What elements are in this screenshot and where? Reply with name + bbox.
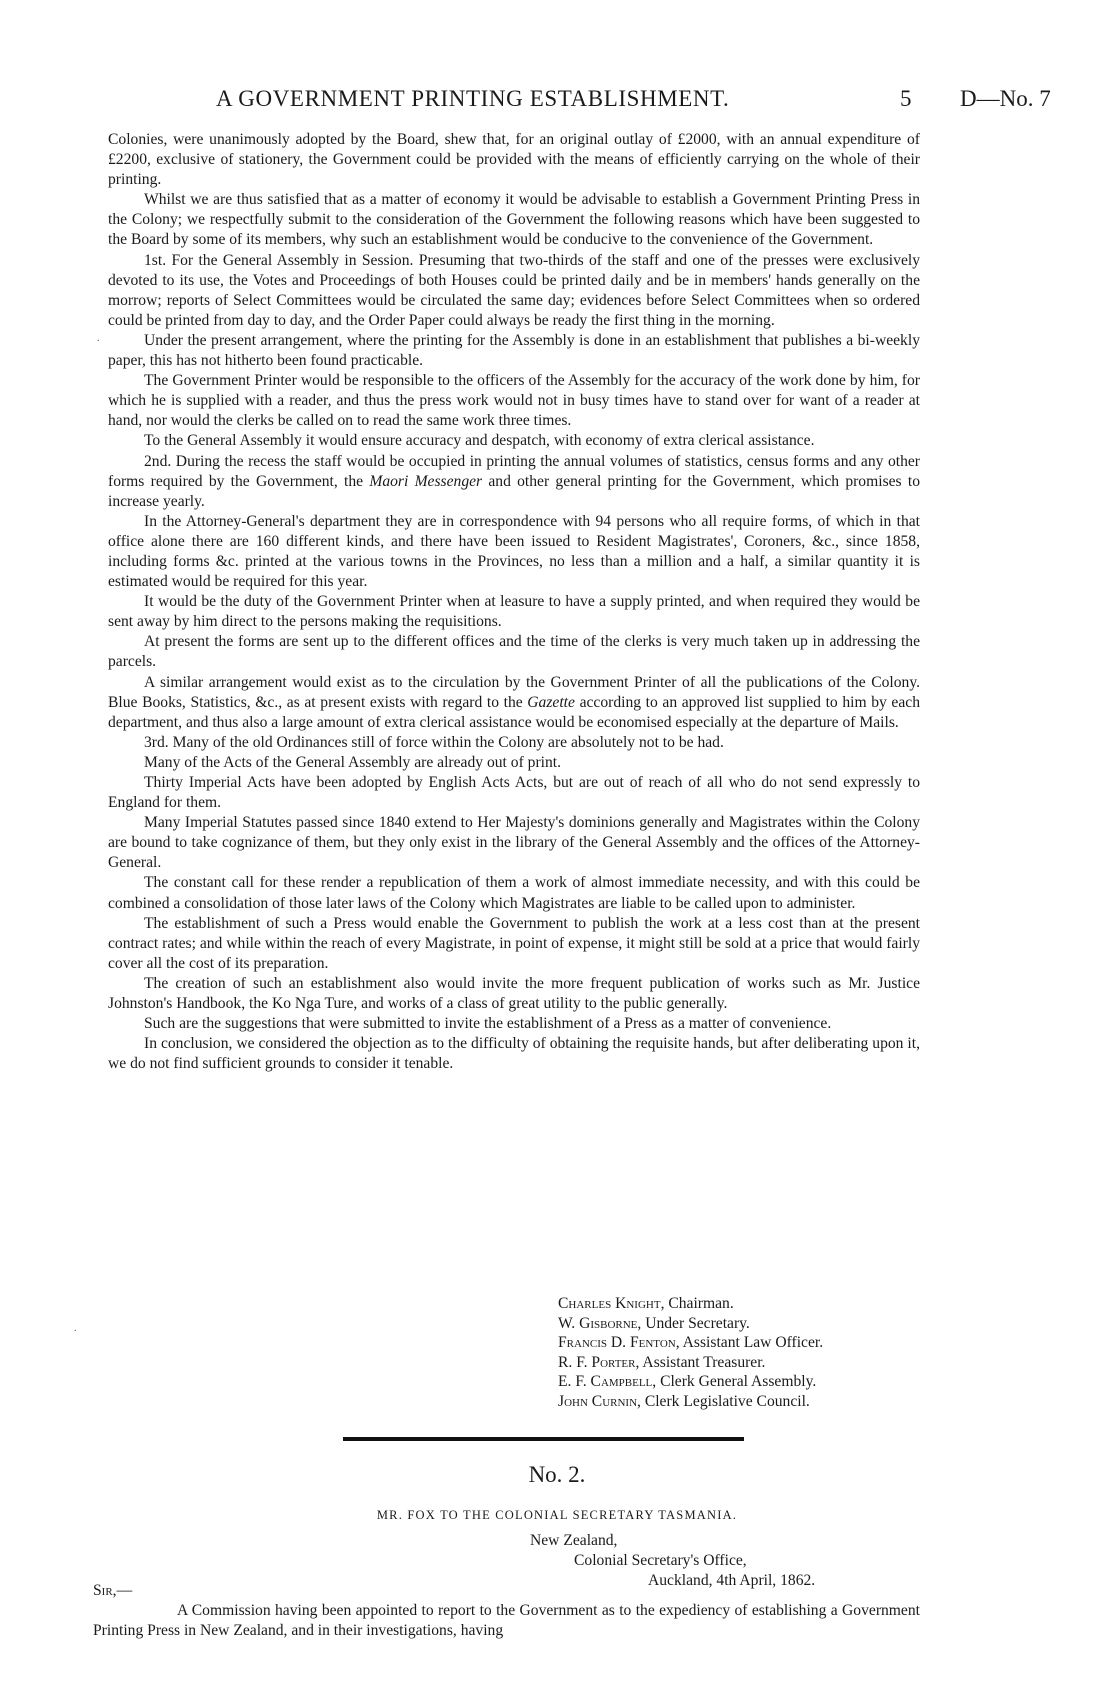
page-number: 5 (900, 86, 912, 111)
margin-mark: . (74, 1323, 77, 1334)
margin-mark: . (97, 333, 100, 344)
address-line: New Zealand, (530, 1532, 618, 1549)
signatory-name: Charles Knight (558, 1295, 661, 1312)
paragraph: At present the forms are sent up to the different offices and the time of the clerks is very much taken up in addressing the parcels. (108, 633, 920, 671)
paragraph-text: A similar arrangement would exist as to the circulation by the Government Printer of all the publications of the Colony. Blue Books, Statistics, &c., as at present exists with regard to the (108, 673, 920, 711)
signatory-role: , Assistant Law Officer. (675, 1334, 824, 1352)
paragraph: The establishment of such a Press would enable the Government to publish the work at a less cost than at the present contract rates; and while within the reach of every Magistrate, in point of expense, it might still be sold at a price that would fairly cover all the cost of its preparation. (108, 914, 920, 972)
paragraph: Colonies, were unanimously adopted by the Board, shew that, for an original outlay of £2000, with an annual expenditure of £2200, exclusive of stationery, the Government could be provided with the means of efficiently carrying on the whole of their printing. (108, 131, 920, 189)
paragraph: Whilst we are thus satisfied that as a matter of economy it would be advisable to establish a Government Printing Press in the Colony; we respectfully submit to the consideration of the Government the following reasons which have been suggested to the Board by some of its members, why such an establishment would be conducive to the convenience of the Government. (108, 191, 920, 249)
signatory (558, 1333, 823, 1353)
paragraph: A Commission having been appointed to report to the Government as to the expediency of establishing a Government Printing Press in New Zealand, and in their investigations, having (93, 1602, 920, 1640)
signatory-role: , Clerk General Assembly. (652, 1373, 817, 1391)
salutation: Sir,— (93, 1582, 133, 1599)
address-date-line: Auckland, 4th April, 1862. (648, 1572, 816, 1589)
signatory-role: , Chairman. (660, 1295, 734, 1312)
paragraph: 1st. For the General Assembly in Session. Presuming that two-thirds of the staff and one of the presses were exclusively devoted to its use, the Votes and Proceedings of both Houses could be printed daily and be in members' hands generally on the morrow; reports of Select Committees would be circulated the same day; evidences before Select Committees when so ordered could be printed from day to day, and the Order Paper could always be ready the first thing in the morning. (108, 251, 920, 329)
paragraph: In the Attorney-General's department they are in correspondence with 94 persons who all require forms, of which in that office alone there are 160 different kinds, and there have been issued to Resident Magistrates', Coroners, &c., since 1858, including forms &c. printed at the various towns in the Provinces, no less than a million and a half, a similar quantity it is estimated would be required for this year. (108, 512, 920, 591)
publication-title: Gazette (527, 693, 575, 711)
paragraph: Such are the suggestions that were submitted to invite the establishment of a Press as a matter of convenience. (144, 1015, 832, 1033)
paragraph: To the General Assembly it would ensure accuracy and despatch, with economy of extra clerical assistance. (144, 432, 815, 450)
enclosure-subtitle: MR. FOX TO THE COLONIAL SECRETARY TASMANIA. (376, 1508, 738, 1522)
letter-body (93, 1601, 920, 1641)
signatory-role: , Under Secretary. (637, 1314, 750, 1332)
signatory (558, 1353, 823, 1373)
section-divider (343, 1437, 744, 1441)
paragraph: It would be the duty of the Government Printer when at leasure to have a supply printed, and when required they would be sent away by him direct to the persons making the requisitions. (108, 593, 920, 631)
paragraph-text: according to an approved list supplied to him by each department, and thus also a large amount of extra clerical assistance would be economised especially at the departure of Mails. (108, 693, 920, 731)
signatory (558, 1314, 823, 1334)
signatory-name: John Curnin (558, 1392, 638, 1410)
signatory-name: R. F. Porter (558, 1353, 636, 1371)
paragraph: Many Imperial Statutes passed since 1840 extend to Her Majesty's dominions generally and Magistrates within the Colony are bound to take cognizance of them, but they only exist in the library of the General Assembly and the offices of the Attorney-General. (108, 814, 920, 872)
paragraph-text: 2nd. During the recess the staff would be occupied in printing the annual volumes of statistics, census forms and any other forms required by the Government, the (108, 452, 920, 490)
signatory-name: E. F. Campbell (558, 1373, 653, 1391)
paragraph-text: and other general printing for the Government, which promises to increase yearly. (108, 472, 920, 510)
signatory-role: , Assistant Treasurer. (635, 1353, 766, 1371)
running-title: A GOVERNMENT PRINTING ESTABLISHMENT. (216, 86, 730, 111)
page-header (0, 86, 1114, 116)
signatory-role: , Clerk Legislative Council. (637, 1392, 810, 1410)
paragraph (108, 452, 920, 512)
signatory (558, 1294, 823, 1314)
paragraph: Under the present arrangement, where the printing for the Assembly is done in an establishment that publishes a bi-weekly paper, this has not hitherto been found practicable. (108, 331, 920, 370)
address-line: Colonial Secretary's Office, (574, 1552, 747, 1569)
signature-block (558, 1294, 823, 1412)
paragraph: The creation of such an establishment also would invite the more frequent publication of works such as Mr. Justice Johnston's Handbook, the Ko Nga Ture, and works of a class of great utility to the public generally. (108, 974, 920, 1013)
document-reference: D—No. 7 (960, 86, 1051, 111)
paragraph: In conclusion, we considered the objection as to the difficulty of obtaining the requisite hands, but after deliberating upon it, we do not find sufficient grounds to consider it tenable. (108, 1035, 920, 1073)
report-body (108, 130, 920, 1074)
paragraph (108, 673, 920, 733)
signatory (558, 1392, 823, 1412)
paragraph: Many of the Acts of the General Assembly are already out of print. (144, 753, 562, 771)
paragraph: Thirty Imperial Acts have been adopted by English Acts Acts, but are out of reach of all who do not send expressly to England for them. (108, 774, 920, 812)
signatory (558, 1372, 823, 1392)
signatory-name: W. Gisborne (558, 1314, 638, 1332)
enclosure-number: No. 2. (528, 1462, 586, 1487)
publication-title: Maori Messenger (369, 472, 483, 490)
paragraph: The Government Printer would be responsible to the officers of the Assembly for the accuracy of the work done by him, for which he is supplied with a reader, and thus the press work would not in busy times have to stand over for want of a reader at hand, nor would the clerks be called on to read the same work three times. (108, 372, 920, 430)
paragraph: The constant call for these render a republication of them a work of almost immediate necessity, and with this could be combined a consolidation of those later laws of the Colony which Magistrates are liable to be called upon to administer. (108, 874, 920, 912)
paragraph: 3rd. Many of the old Ordinances still of force within the Colony are absolutely not to be had. (144, 733, 724, 751)
signatory-name: Francis D. Fenton (558, 1334, 676, 1352)
